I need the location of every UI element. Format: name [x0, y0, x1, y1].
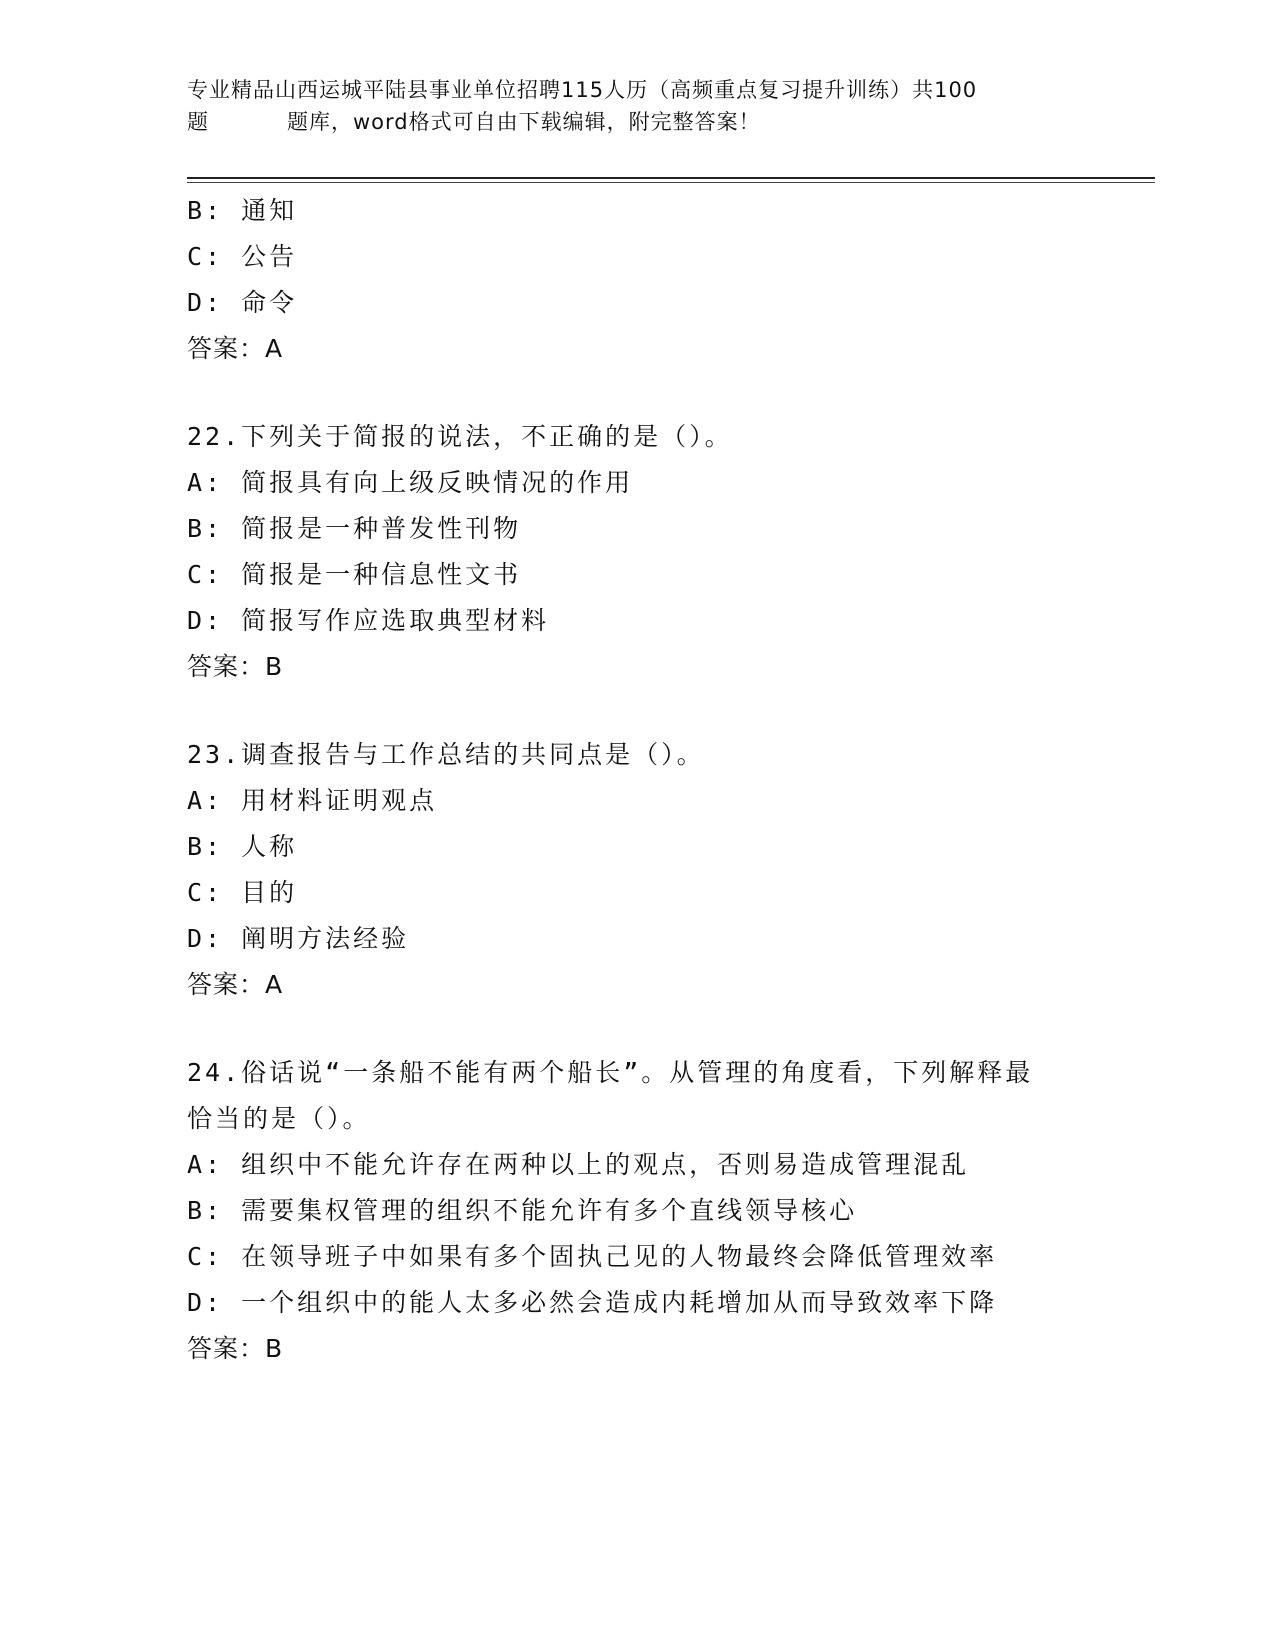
- option-d: D: 一个组织中的能人太多必然会造成内耗增加从而导致效率下降: [187, 1288, 998, 1317]
- answer-text: 答案：A: [187, 970, 284, 999]
- answer-text: 答案：B: [187, 1334, 284, 1363]
- question-list: [187, 188, 1137, 1372]
- option-a: A: 简报具有向上级反映情况的作用: [187, 468, 634, 497]
- answer-text: 答案：B: [187, 652, 284, 681]
- option-c: C: 公告: [187, 242, 298, 271]
- question-stem: 24.俗话说“一条船不能有两个船长”。从管理的角度看，下列解释最: [187, 1058, 1034, 1087]
- option-c: C: 简报是一种信息性文书: [187, 560, 522, 589]
- header-divider-thin: [187, 182, 1155, 183]
- option-c: C: 目的: [187, 878, 298, 907]
- option-b: B: 简报是一种普发性刊物: [187, 514, 522, 543]
- header-title-fragment: 题: [187, 110, 209, 134]
- question-23: [187, 732, 1137, 1008]
- option-a: A: 组织中不能允许存在两种以上的观点，否则易造成管理混乱: [187, 1150, 970, 1179]
- option-b: B: 通知: [187, 196, 298, 225]
- question-stem-continued: 恰当的是（）。: [187, 1104, 371, 1133]
- option-c: C: 在领导班子中如果有多个固执己见的人物最终会降低管理效率: [187, 1242, 998, 1271]
- question-stem: 23.调查报告与工作总结的共同点是（）。: [187, 740, 705, 769]
- option-d: D: 阐明方法经验: [187, 924, 410, 953]
- header-subtitle: 题库，word格式可自由下载编辑，附完整答案！: [287, 110, 761, 134]
- option-d: D: 命令: [187, 288, 298, 317]
- page-header: [187, 74, 1087, 138]
- answer-text: 答案：A: [187, 334, 284, 363]
- question-stem: 22.下列关于简报的说法，不正确的是（）。: [187, 422, 733, 451]
- question-21-tail: [187, 188, 1137, 372]
- option-d: D: 简报写作应选取典型材料: [187, 606, 550, 635]
- header-title-line-2: [187, 106, 1087, 138]
- option-b: B: 需要集权管理的组织不能允许有多个直线领导核心: [187, 1196, 858, 1225]
- question-24: [187, 1050, 1137, 1372]
- question-22: [187, 414, 1137, 690]
- header-title-line-1: 专业精品山西运城平陆县事业单位招聘115人历（高频重点复习提升训练）共100: [187, 78, 978, 102]
- option-a: A: 用材料证明观点: [187, 786, 438, 815]
- option-b: B: 人称: [187, 832, 298, 861]
- header-divider: [187, 177, 1155, 179]
